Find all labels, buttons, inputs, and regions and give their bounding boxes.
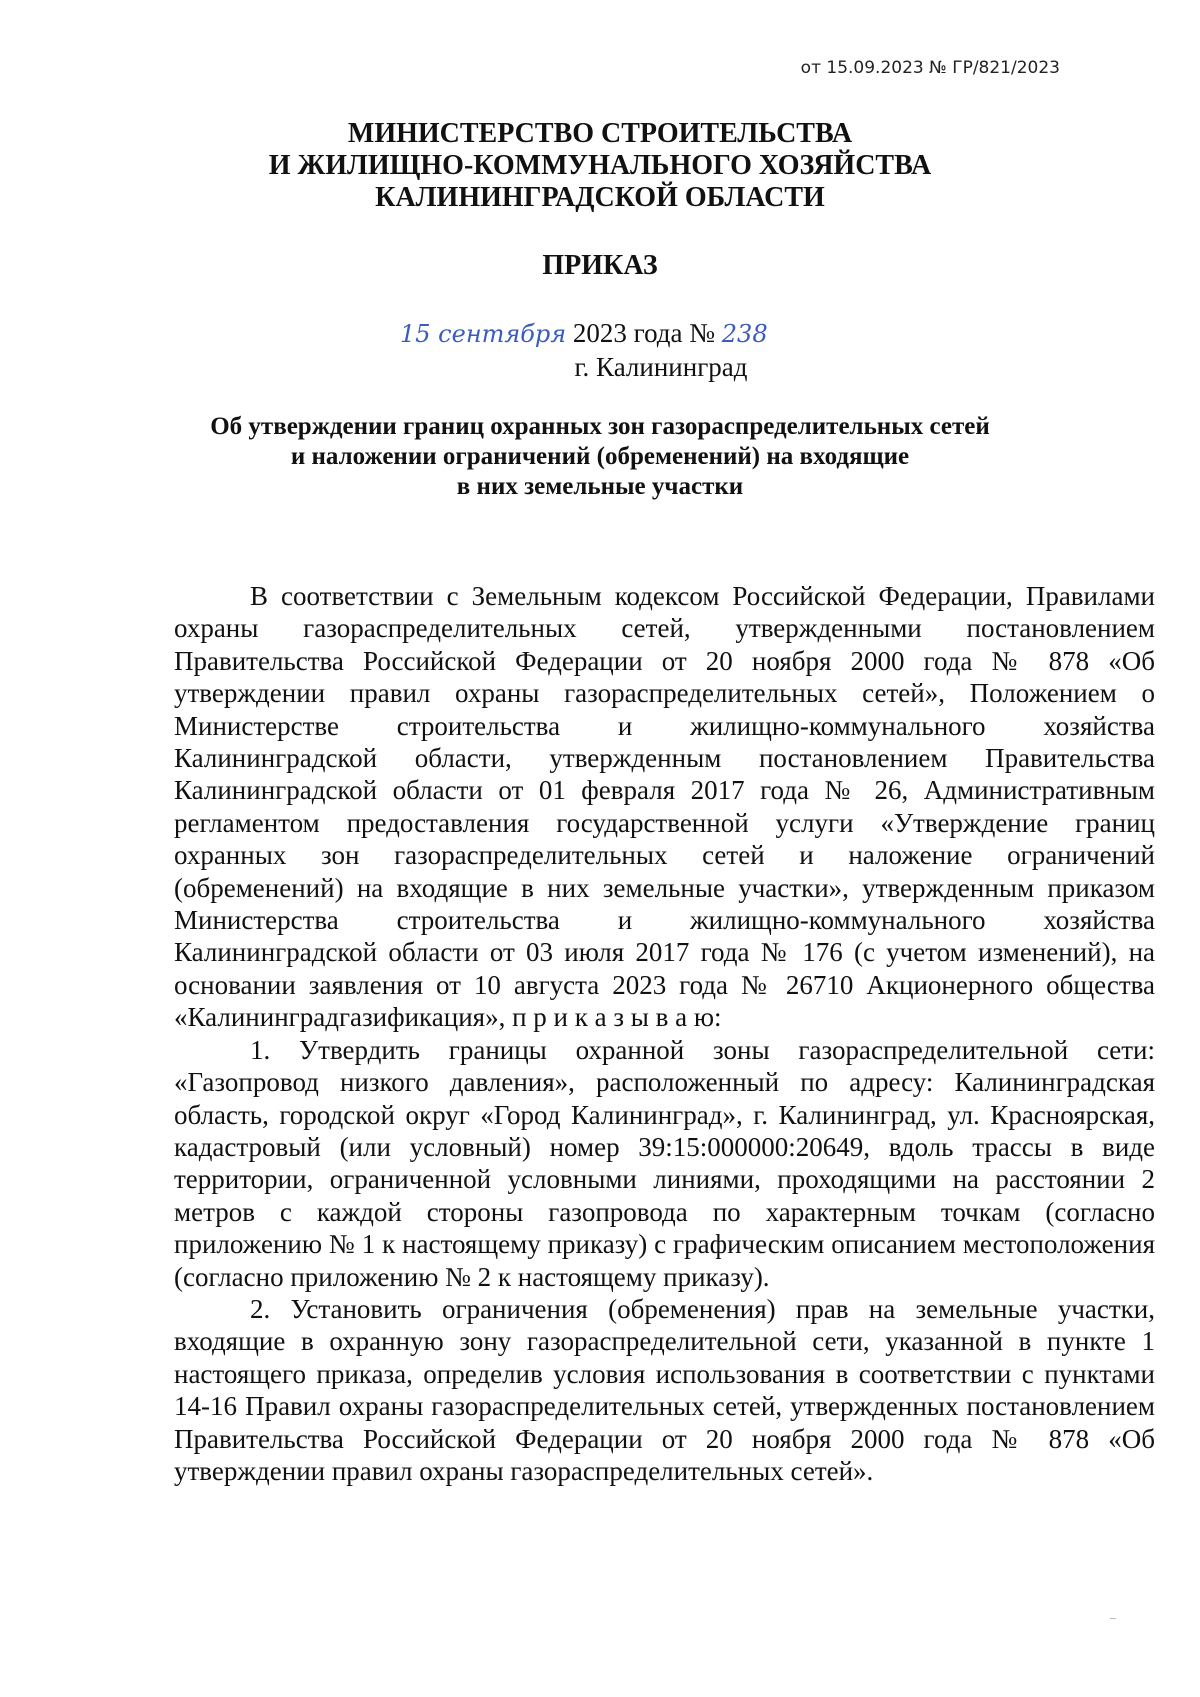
clause-2-paragraph: 2. Установить ограничения (обременения) прав на земельные участки, входящие в охранную зону газораспределительной сети, указанной в пункте 1 настоящего приказа, определив условия использования в соответствии с пунктами 14-16 Правил охраны газораспределительных сетей, утвержденных постановлением Правительства Российской Федерации от 20 ноября 2000 года № 878 «Об утверждении правил охраны газораспределительных сетей». [174, 1293, 1155, 1486]
city: г. Калининград [574, 352, 748, 382]
registration-stamp: от 15.09.2023 № ГР/821/2023 [800, 58, 1060, 78]
year-text: 2023 года № [572, 318, 716, 348]
title-line-2: и наложении ограничений (обременений) на входящие [290, 443, 910, 470]
order-title [0, 412, 1200, 502]
ministry-header [0, 118, 1200, 214]
title-line-1: Об утверждении границ охранных зон газораспределительных сетей [210, 413, 990, 440]
header-line-1: МИНИСТЕРСТВО СТРОИТЕЛЬСТВА [347, 118, 853, 149]
header-line-2: И ЖИЛИЩНО-КОММУНАЛЬНОГО ХОЗЯЙСТВА [268, 150, 932, 181]
header-line-3: КАЛИНИНГРАДСКОЙ ОБЛАСТИ [375, 182, 825, 213]
date-line [400, 318, 768, 349]
title-line-3: в них земельные участки [456, 473, 744, 500]
handwritten-number: 238 [721, 320, 768, 348]
scan-artifact [1110, 1618, 1116, 1619]
handwritten-date: 15 сентября [400, 320, 567, 348]
document-type: ПРИКАЗ [542, 250, 658, 281]
clause-1-paragraph: 1. Утвердить границы охранной зоны газораспределительной сети: «Газопровод низкого давления», расположенный по адресу: Калининградская область, городской округ «Город Калининград», г. Калининград, ул. Красноярская, кадастровый (или условный) номер 39:15:000000:20649, вдоль трассы в виде территории, ограниченной условными линиями, проходящими на расстоянии 2 метров с каждой стороны газопровода по характерным точкам (согласно приложению № 1 к настоящему приказу) с графическим описанием местоположения (согласно приложению № 2 к настоящему приказу). [174, 1034, 1155, 1292]
preamble-paragraph: В соответствии с Земельным кодексом Российской Федерации, Правилами охраны газораспределительных сетей, утвержденными постановлением Правительства Российской Федерации от 20 ноября 2000 года № 878 «Об утверждении правил охраны газораспределительных сетей», Положением о Министерстве строительства и жилищно-коммунального хозяйства Калининградской области, утвержденным постановлением Правительства Калининградской области от 01 февраля 2017 года № 26, Административным регламентом предоставления государственной услуги «Утверждение границ охранных зон газораспределительных сетей и наложение ограничений (обременений) на входящие в них земельные участки», утвержденным приказом Министерства строительства и жилищно-коммунального хозяйства Калининградской области от 03 июля 2017 года № 176 (с учетом изменений), на основании заявления от 10 августа 2023 года № 26710 Акционерного общества «Калининградгазификация», п р и к а з ы в а ю: [174, 581, 1155, 1033]
order-body [174, 580, 1155, 1487]
